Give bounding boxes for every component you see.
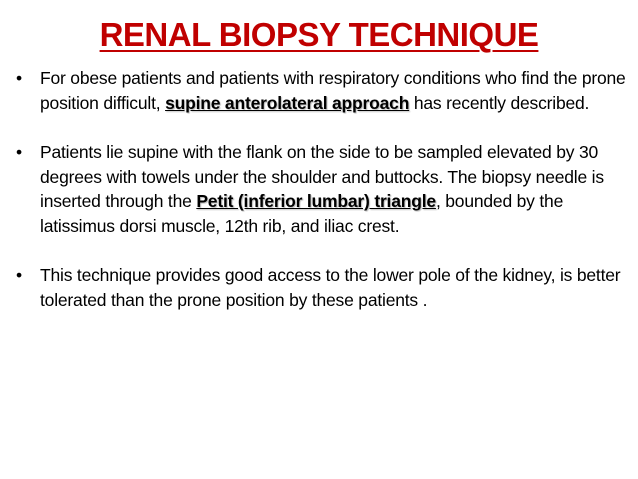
bullet-dot-icon: • [16, 265, 22, 285]
bullet-2-emphasis: Petit (inferior lumbar) triangle [196, 191, 436, 211]
bullet-2-text: Patients lie supine with the flank on the side to be sampled elevated by 30 degrees with towels under the shoulder and buttocks. The biopsy needle is inserted through the [40, 142, 604, 211]
bullet-item-1 [16, 66, 626, 115]
bullet-1-text-end: has recently described. [409, 92, 590, 113]
bullet-dot-icon: • [16, 142, 22, 162]
bullet-item-3 [16, 263, 626, 312]
bullet-1-emphasis: supine anterolateral approach [165, 92, 410, 113]
bullet-dot-icon: • [16, 68, 22, 88]
bullet-2-text-end: , bounded by the latissimus dorsi muscle, 12th rib, and iliac crest. [40, 191, 564, 236]
bullet-3-text: This technique provides good access to the lower pole of the kidney, is better tolerated than the prone position by these patients . [40, 265, 621, 310]
slide-title: RENAL BIOPSY TECHNIQUE [99, 16, 539, 53]
bullet-1-text: For obese patients and patients with respiratory conditions who find the prone position difficult, [40, 68, 626, 113]
bullet-item-2 [16, 140, 626, 238]
bullet-list [16, 66, 626, 312]
